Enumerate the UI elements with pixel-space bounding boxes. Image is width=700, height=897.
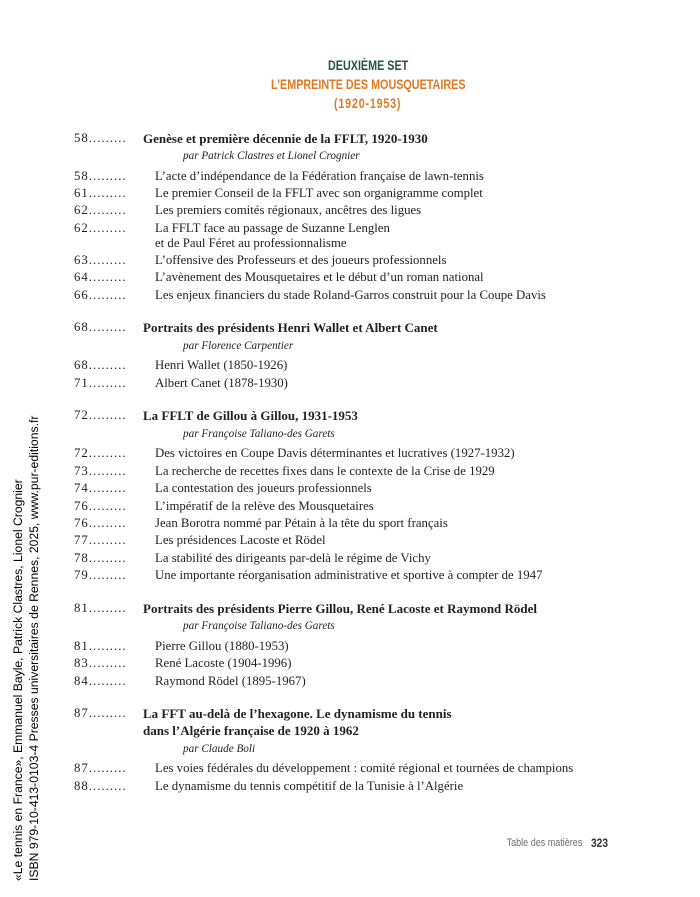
page-ref: 58.........	[74, 130, 127, 145]
running-footer-label: Table des matières	[506, 837, 582, 849]
page-ref: 72.........	[74, 446, 127, 461]
page-ref: 87.........	[74, 706, 127, 721]
entry-title: La contestation des joueurs professionnels	[155, 481, 372, 496]
section-heading	[74, 601, 634, 616]
toc-section	[74, 408, 634, 583]
section-heading	[74, 131, 634, 146]
toc-entry	[74, 288, 634, 303]
toc-entry	[74, 779, 634, 794]
page-ref: 78.........	[74, 550, 127, 565]
page-ref: 84.........	[74, 673, 127, 688]
part-label-line	[168, 56, 568, 75]
entry-title: Le premier Conseil de la FFLT avec son organigramme complet	[155, 185, 483, 200]
entry-title: René Lacoste (1904-1996)	[155, 656, 292, 671]
entry-title: Les premiers comités régionaux, ancêtres des ligues	[155, 203, 422, 218]
section-heading	[74, 706, 634, 738]
part-title-line	[168, 75, 568, 94]
toc-entry	[74, 568, 634, 583]
part-header	[168, 56, 568, 113]
page-ref: 83.........	[74, 656, 127, 671]
section-title: Portraits des présidents Pierre Gillou, René Lacoste et Raymond Rödel	[143, 600, 538, 616]
toc-entry	[74, 656, 634, 671]
section-title: La FFLT de Gillou à Gillou, 1931-1953	[143, 408, 358, 424]
toc-entry	[74, 446, 634, 461]
side-publication: ISBN 979-10-413-0103-4 Presses universitaires de Rennes, 2025, www.pur-editions.fr	[27, 415, 41, 881]
toc-entry	[74, 499, 634, 514]
toc-entry	[74, 376, 634, 391]
page-ref: 66.........	[74, 287, 127, 302]
entry-title: L’avènement des Mousquetaires et le début d’un roman national	[155, 270, 484, 285]
section-author: par Claude Boli	[183, 742, 256, 755]
section-author: par Françoise Taliano-des Garets	[183, 427, 335, 440]
side-copyright-notice	[10, 401, 42, 881]
page-ref: 73.........	[74, 463, 127, 478]
entry-title: Albert Canet (1878-1930)	[155, 375, 288, 390]
entry-title: L’acte d’indépendance de la Fédération française de lawn-tennis	[155, 168, 484, 183]
page-ref: 68.........	[74, 358, 127, 373]
entry-title-line: La FFLT face au passage de Suzanne Lenglen	[155, 220, 390, 235]
entry-title: Le dynamisme du tennis compétitif de la Tunisie à l’Algérie	[155, 778, 464, 793]
toc-entry	[74, 674, 634, 689]
entry-title: Une importante réorganisation administrative et sportive à compter de 1947	[155, 568, 543, 583]
page-ref: 61.........	[74, 185, 127, 200]
page-ref: 87.........	[74, 761, 127, 776]
entry-title: La stabilité des dirigeants par-delà le régime de Vichy	[155, 550, 431, 565]
entry-title: Des victoires en Coupe Davis déterminantes et lucratives (1927-1932)	[155, 446, 515, 461]
part-years-line	[168, 94, 568, 113]
section-title: Portraits des présidents Henri Wallet et Albert Canet	[143, 320, 438, 336]
toc-entry	[74, 481, 634, 496]
entry-title	[155, 221, 634, 251]
page-ref: 71.........	[74, 375, 127, 390]
toc-entry	[74, 551, 634, 566]
page-number: 323	[591, 836, 609, 850]
entry-title-continuation: et de Paul Féret au professionnalisme	[155, 235, 347, 250]
entry-title: Raymond Rödel (1895-1967)	[155, 673, 306, 688]
section-title-continuation: dans l’Algérie française de 1920 à 1962	[143, 723, 359, 739]
page-ref: 72.........	[74, 408, 127, 423]
toc-section	[74, 706, 634, 793]
part-title: L’EMPREINTE DES MOUSQUETAIRES	[270, 75, 466, 92]
entry-title: La recherche de recettes fixes dans le contexte de la Crise de 1929	[155, 463, 495, 478]
entry-title: Jean Borotra nommé par Pétain à la tête du sport français	[155, 515, 448, 530]
entry-title: Les présidences Lacoste et Rödel	[155, 533, 326, 548]
page-ref: 81.........	[74, 600, 127, 615]
toc-entry	[74, 186, 634, 201]
toc-entry	[74, 464, 634, 479]
toc-entry	[74, 533, 634, 548]
page-ref: 62.........	[74, 203, 127, 218]
page-ref: 76.........	[74, 498, 127, 513]
section-title-line: La FFT au-delà de l’hexagone. Le dynamisme du tennis	[143, 706, 452, 722]
page-ref: 77.........	[74, 533, 127, 548]
section-heading	[74, 320, 634, 335]
page-ref: 74.........	[74, 481, 127, 496]
toc-entry	[74, 639, 634, 654]
page-ref: 76.........	[74, 515, 127, 530]
toc-entry	[74, 270, 634, 285]
toc-section	[74, 131, 634, 303]
page-ref: 62.........	[74, 220, 127, 235]
toc-entry	[74, 358, 634, 373]
entry-title: Pierre Gillou (1880-1953)	[155, 638, 289, 653]
entry-title: L’offensive des Professeurs et des joueurs professionnels	[155, 253, 447, 268]
section-heading	[74, 408, 634, 423]
page-ref: 64.........	[74, 270, 127, 285]
section-author: par Patrick Clastres et Lionel Crognier	[183, 150, 360, 162]
toc-entry	[74, 253, 634, 268]
entry-title: Henri Wallet (1850-1926)	[155, 358, 288, 373]
section-title	[143, 706, 634, 738]
toc-entry	[74, 516, 634, 531]
entry-title: Les enjeux financiers du stade Roland-Garros construit pour la Coupe Davis	[155, 287, 546, 302]
section-author: par Florence Carpentier	[183, 339, 294, 352]
part-years: (1920-1953)	[334, 94, 402, 111]
page-ref: 63.........	[74, 253, 127, 268]
table-of-contents	[74, 131, 634, 812]
toc-section	[74, 601, 634, 689]
entry-title: Les voies fédérales du développement : comité régional et tournées de champions	[155, 761, 574, 776]
page-ref: 68.........	[74, 320, 127, 335]
page-ref: 81.........	[74, 638, 127, 653]
page-ref: 58.........	[74, 168, 127, 183]
entry-title: L’impératif de la relève des Mousquetaires	[155, 498, 374, 513]
side-citation: «Le tennis en France», Emmanuel Bayle, Patrick Clastres, Lionel Crognier	[11, 479, 25, 881]
section-title: Genèse et première décennie de la FFLT, 1920-1930	[143, 130, 428, 146]
toc-entry	[74, 203, 634, 218]
section-author: par Françoise Taliano-des Garets	[183, 620, 335, 633]
toc-section	[74, 320, 634, 390]
toc-entry	[74, 221, 634, 251]
part-label: DEUXIÈME SET	[327, 56, 409, 73]
page-ref: 88.........	[74, 778, 127, 793]
toc-entry	[74, 169, 634, 184]
page-ref: 79.........	[74, 568, 127, 583]
toc-entry	[74, 761, 634, 776]
